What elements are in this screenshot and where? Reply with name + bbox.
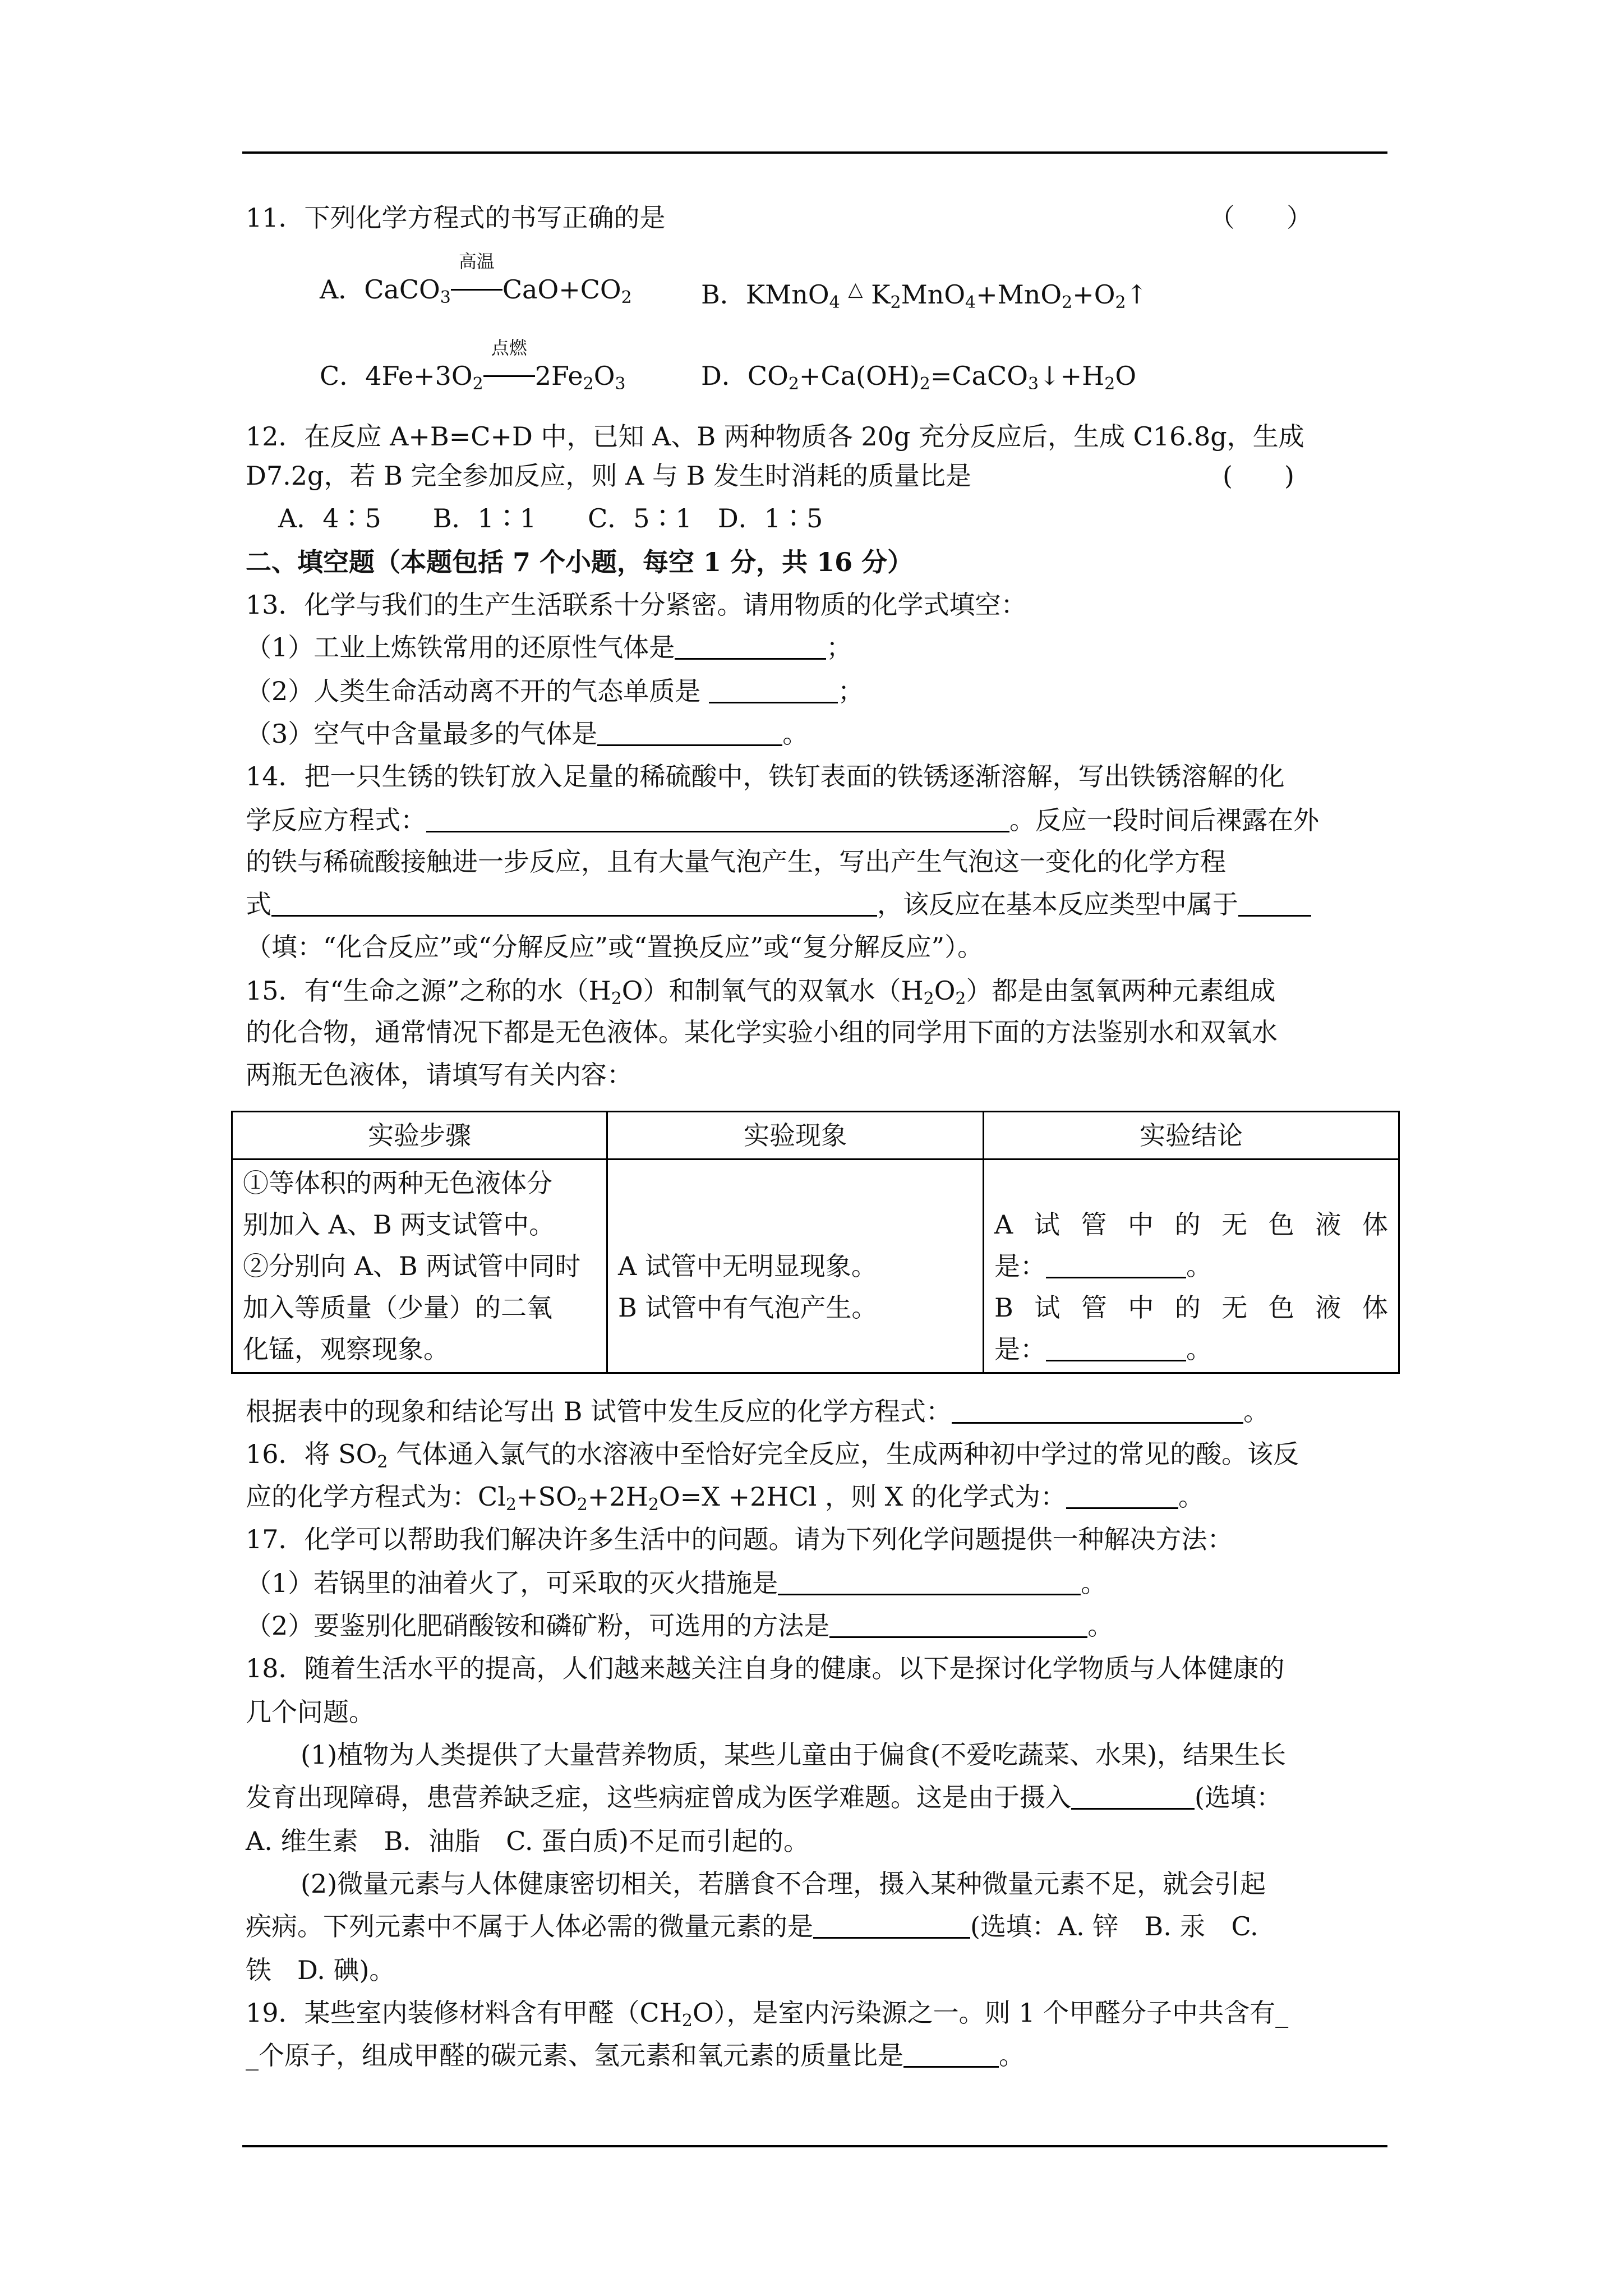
q11-option-a: A．CaCO$_3$ 高温 $CaO+CO_2$ xyxy=(320,251,632,307)
q15-line1: 15．有“生命之源”之称的水$(H_2O)$和制氧气的双氧水$(H_2O_2)$都是由氢氧两种元素组成 xyxy=(246,976,1276,1009)
q18-p2-line1: (2)微量元素与人体健康密切相关，若膳食不合理，摄入某种微量元素不足，就会引起 xyxy=(301,1869,1266,1899)
answer-blank[interactable] xyxy=(903,2040,999,2068)
q12-line1: 12．在反应 A+B=C+D 中，已知 A、B 两种物质各 20g 充分反应后，生成 C16.8g，生成 xyxy=(246,421,1304,452)
table-header-row xyxy=(232,1112,1399,1159)
answer-blank[interactable] xyxy=(597,719,782,746)
q13-stem: 13．化学与我们的生产生活联系十分紧密。请用物质的化学式填空： xyxy=(246,590,1027,620)
answer-blank[interactable] xyxy=(952,1396,1243,1424)
q17-item-1: （1）若锅里的油着火了，可采取的灭火措施是 。 xyxy=(246,1568,1107,1598)
cell-steps: ①等体积的两种无色液体分 别加入 A、B 两支试管中。 ②分别向 A、B 两试管中同时 加入等质量（少量）的二氧 化锰，观察现象。 xyxy=(232,1159,607,1373)
q13-item-2: （2）人类生命活动离不开的气态单质是 ； xyxy=(246,676,864,706)
q13-item-3: （3）空气中含量最多的气体是 。 xyxy=(246,719,809,749)
answer-blank[interactable] xyxy=(709,676,838,703)
experiment-table xyxy=(231,1111,1400,1374)
footer-rule xyxy=(242,2145,1387,2147)
header-rule xyxy=(242,151,1387,154)
section-heading-fill-in: 二、填空题（本题包括 7 个小题，每空 1 分，共 16 分） xyxy=(246,547,914,577)
q17-stem: 17．化学可以帮助我们解决许多生活中的问题。请为下列化学问题提供一种解决方法： xyxy=(246,1524,1233,1554)
cell-conclusion: A 试 管 中 的 无 色 液 体 是： 。 B 试 管 中 的 无 色 液 体 是： 。 xyxy=(984,1159,1399,1373)
q14-line2: 学反应方程式： 。反应一段时间后裸露在外 xyxy=(246,805,1319,835)
q18-line2: 几个问题。 xyxy=(246,1697,375,1727)
q18-p2-line3: 铁 D. 碘)。 xyxy=(246,1955,395,1985)
q16-line2: 应的化学方程式为：$Cl_2+SO_2+2H_2O=X +2HCl$ ，则 X 的化学式为： 。 xyxy=(246,1481,1204,1515)
q11-stem: 11．下列化学方程式的书写正确的是 xyxy=(246,203,666,233)
table-header-steps: 实验步骤 xyxy=(232,1112,607,1159)
q18-p1-line2: 发育出现障碍，患营养缺乏症，这些病症曾成为医学难题。这是由于摄入 (选填： xyxy=(246,1782,1282,1812)
reaction-condition: 高温 xyxy=(451,272,502,307)
reaction-condition: 点燃 xyxy=(483,358,535,394)
q14-line5: （填：“化合反应”或“分解反应”或“置换反应”或“复分解反应”）。 xyxy=(246,932,984,962)
q14-line3: 的铁与稀硫酸接触进一步反应，且有大量气泡产生，写出产生气泡这一变化的化学方程 xyxy=(246,846,1226,877)
q15-line3: 两瓶无色液体，请填写有关内容： xyxy=(246,1060,633,1090)
answer-blank[interactable] xyxy=(813,1911,970,1939)
q18-p1-line3: A. 维生素 B．油脂 C. 蛋白质)不足而引起的。 xyxy=(246,1826,810,1856)
q13-item-1: （1）工业上炼铁常用的还原性气体是 ； xyxy=(246,632,852,662)
answer-blank[interactable] xyxy=(1046,1334,1186,1361)
q14-line1: 14．把一只生锈的铁钉放入足量的稀硫酸中，铁钉表面的铁锈逐渐溶解，写出铁锈溶解的化 xyxy=(246,761,1285,792)
q18-line1: 18．随着生活水平的提高，人们越来越关注自身的健康。以下是探讨化学物质与人体健康的 xyxy=(246,1653,1285,1683)
q11-answer-paren: （ ） xyxy=(1209,203,1312,233)
answer-blank[interactable] xyxy=(1066,1481,1178,1509)
q12-options: A．4∶5 B．1∶1 C．5∶1 D．1∶5 xyxy=(278,503,823,533)
q17-item-2: （2）要鉴别化肥硝酸铵和磷矿粉，可选用的方法是 。 xyxy=(246,1611,1114,1641)
table-header-phenomena: 实验现象 xyxy=(607,1112,984,1159)
q18-p2-line2: 疾病。下列元素中不属于人体必需的微量元素的是 (选填：A. 锌 B. 汞 C. xyxy=(246,1911,1258,1941)
answer-blank[interactable] xyxy=(426,805,1009,832)
q11-option-b: B．KMnO$_4$ △ $K_2MnO_4+MnO_2+O_2↑$ xyxy=(701,278,1148,312)
answer-blank[interactable] xyxy=(829,1611,1087,1638)
q16-line1: 16．将 $SO_2$ 气体通入氯气的水溶液中至恰好完全反应，生成两种初中学过的常见的酸。该反 xyxy=(246,1439,1299,1472)
answer-blank[interactable] xyxy=(1046,1251,1186,1278)
q15-line2: 的化合物，通常情况下都是无色液体。某化学实验小组的同学用下面的方法鉴别水和双氧水 xyxy=(246,1017,1278,1047)
q19-line2: _个原子，组成甲醛的碳元素、氢元素和氧元素的质量比是 。 xyxy=(246,2040,1025,2070)
q15-after: 根据表中的现象和结论写出 B 试管中发生反应的化学方程式： 。 xyxy=(246,1396,1270,1427)
q19-line1: 19．某些室内装修材料含有甲醛$(CH_2O)$，是室内污染源之一。则 1 个甲醛分子中共含有_ xyxy=(246,1998,1289,2031)
q12-line2: D7.2g，若 B 完全参加反应，则 A 与 B 发生时消耗的质量比是 xyxy=(246,461,972,491)
q14-line4: 式 ，该反应在基本反应类型中属于 xyxy=(246,886,1311,922)
answer-blank[interactable] xyxy=(1238,889,1311,917)
q11-option-c: C．$4Fe+3O_2$ 点燃 $2Fe_2O_3$ xyxy=(320,337,626,394)
cell-phenomena: A 试管中无明显现象。 B 试管中有气泡产生。 xyxy=(607,1159,984,1373)
answer-blank[interactable] xyxy=(1071,1782,1195,1810)
table-header-conclusion: 实验结论 xyxy=(984,1112,1399,1159)
q18-p1-line1: (1)植物为人类提供了大量营养物质，某些儿童由于偏食(不爱吃蔬菜、水果)，结果生长 xyxy=(301,1740,1287,1770)
answer-blank[interactable] xyxy=(778,1568,1081,1595)
answer-blank[interactable] xyxy=(271,889,877,917)
answer-blank[interactable] xyxy=(675,632,826,660)
q11-option-d: D．$CO_2+Ca(OH)_2=CaCO_3↓+H_2O$ xyxy=(701,361,1137,394)
q12-answer-paren: ( ) xyxy=(1223,461,1294,491)
table-row xyxy=(232,1159,1399,1373)
